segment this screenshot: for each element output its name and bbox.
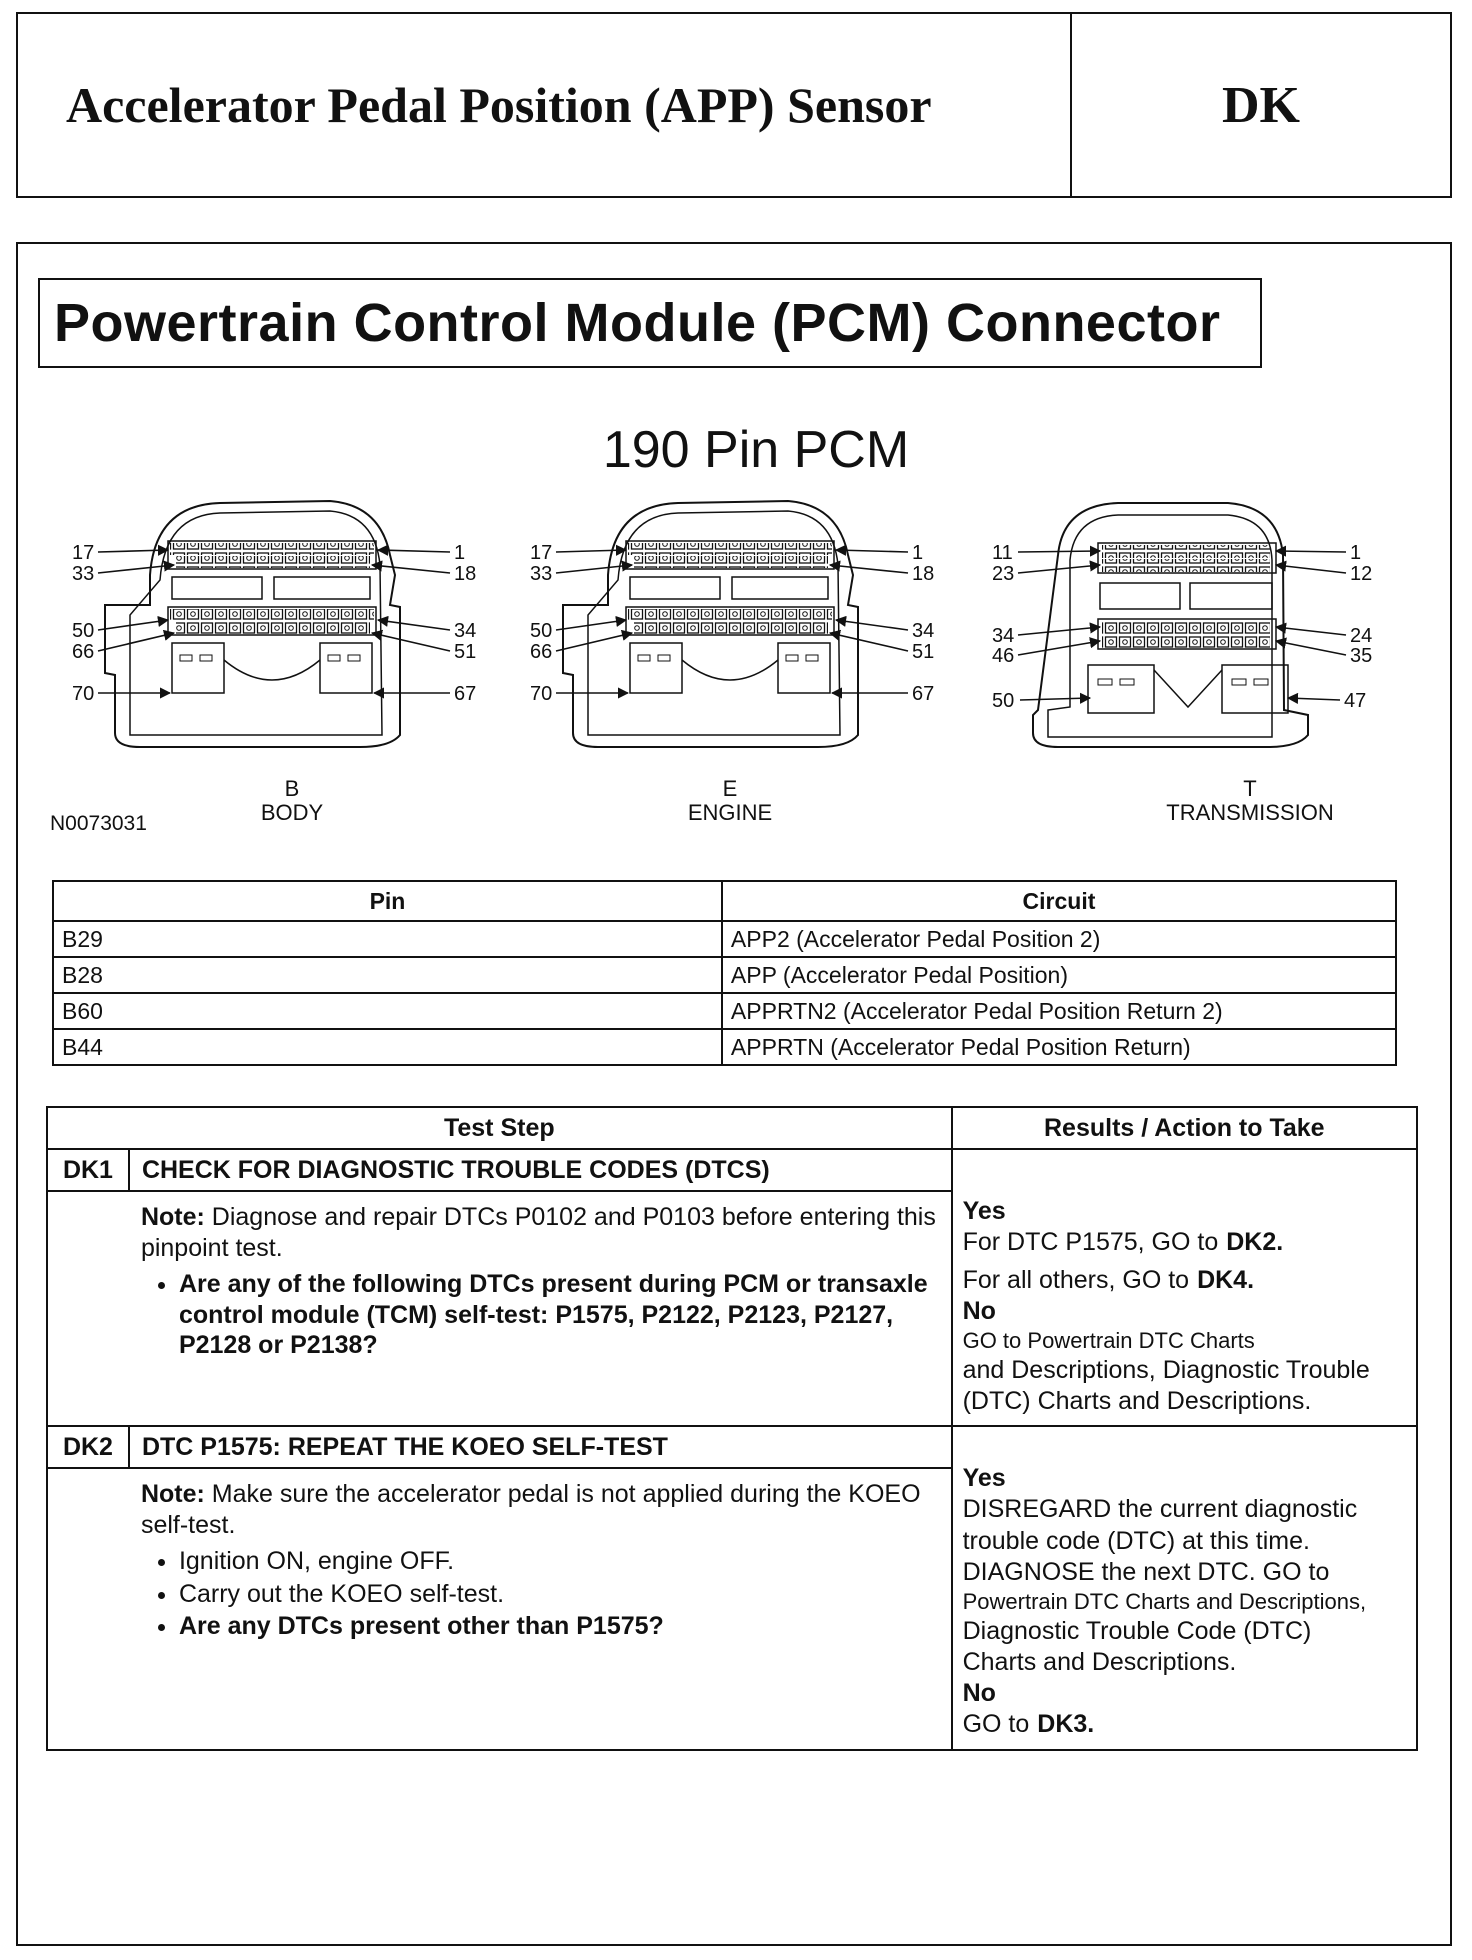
result-text: GO to [962, 1710, 1030, 1739]
column-header-pin: Pin [53, 881, 722, 921]
column-header-circuit: Circuit [722, 881, 1396, 921]
step-question: • Are any DTCs present other than P1575? [179, 1611, 937, 1642]
step-body [129, 1468, 952, 1750]
table-header-row [47, 1107, 1417, 1149]
table-row [53, 1029, 1396, 1065]
result-line: DIAGNOSE the next DTC. GO to [962, 1557, 1330, 1586]
pin-label: 47 [1344, 690, 1367, 712]
connector-letter: E [722, 776, 738, 801]
connector-name: TRANSMISSION [1166, 800, 1334, 825]
spacer-cell [47, 1191, 129, 1426]
pin-label: 17 [72, 542, 95, 564]
section-heading: Powertrain Control Module (PCM) Connector [38, 278, 1262, 368]
pin-label: 51 [454, 641, 477, 663]
circuit-cell: APP2 (Accelerator Pedal Position 2) [722, 921, 1396, 957]
pin-label: 50 [72, 620, 95, 642]
step-question: • Are any of the following DTCs present during PCM or transaxle control module (TCM) self-test: P1575, P2122, P2123, P2127, P2128 or P2138? [179, 1269, 937, 1361]
step-title: CHECK FOR DIAGNOSTIC TROUBLE CODES (DTCS) [129, 1149, 952, 1191]
pin-label: 1 [1350, 542, 1362, 564]
page-title: Accelerator Pedal Position (APP) Sensor [18, 14, 1072, 196]
pin-cell: B44 [53, 1029, 722, 1065]
connector-body [72, 501, 476, 825]
test-step-table [46, 1106, 1418, 1751]
connector-letter: T [1243, 776, 1257, 801]
test-step-title-row [47, 1149, 1417, 1191]
connector-engine [530, 501, 934, 825]
result-line: Powertrain DTC Charts and Descriptions, [962, 1589, 1367, 1614]
section-code: DK [1222, 76, 1300, 134]
figure-id: N0073031 [50, 812, 147, 835]
result-line: trouble code (DTC) at this time. [962, 1526, 1310, 1555]
circuit-cell: APPRTN2 (Accelerator Pedal Position Return 2) [722, 993, 1396, 1029]
pin-label: 33 [530, 563, 553, 585]
result-line: Diagnostic Trouble Code (DTC) [962, 1616, 1312, 1645]
connector-letter: B [284, 776, 300, 801]
test-step-title-row [47, 1426, 1417, 1468]
step-id: DK2 [47, 1426, 129, 1468]
note-text: Make sure the accelerator pedal is not applied during the KOEO self-test. [140, 1480, 921, 1539]
result-line: (DTC) Charts and Descriptions. [962, 1386, 1312, 1415]
pin-label: 12 [1350, 563, 1373, 585]
step-note [141, 1479, 937, 1540]
step-body [129, 1191, 952, 1426]
spacer-cell [47, 1468, 129, 1750]
pin-label: 51 [912, 641, 935, 663]
connector-name: ENGINE [687, 800, 773, 825]
result-line [963, 1227, 1406, 1258]
step-instruction: • Ignition ON, engine OFF. [179, 1546, 937, 1577]
connector-name: BODY [260, 800, 324, 825]
step-note [141, 1202, 937, 1263]
goto-link-dk4[interactable]: DK4. [1197, 1265, 1255, 1294]
pin-label: 1 [912, 542, 924, 564]
result-line: GO to Powertrain DTC Charts [962, 1328, 1255, 1353]
goto-link-dk2[interactable]: DK2. [1226, 1228, 1284, 1257]
step-instruction: • Carry out the KOEO self-test. [179, 1579, 937, 1610]
note-text: Diagnose and repair DTCs P0102 and P0103 before entering this pinpoint test. [140, 1203, 936, 1262]
note-label: Note: [140, 1203, 205, 1231]
step-bullets [141, 1546, 937, 1642]
pin-label: 46 [992, 645, 1015, 667]
pin-label: 11 [992, 542, 1013, 564]
pin-label: 50 [530, 620, 553, 642]
pin-label: 33 [72, 563, 95, 585]
result-line: Charts and Descriptions. [962, 1647, 1237, 1676]
result-line: and Descriptions, Diagnostic Trouble [962, 1355, 1370, 1384]
pin-label: 18 [912, 563, 935, 585]
result-line [963, 1709, 1406, 1740]
pin-label: 70 [530, 683, 553, 705]
pin-label: 34 [912, 620, 935, 642]
pin-label: 50 [992, 690, 1015, 712]
pin-cell: B60 [53, 993, 722, 1029]
pin-label: 67 [912, 683, 935, 705]
result-line: DISREGARD the current diagnostic [962, 1495, 1358, 1524]
step-id: DK1 [47, 1149, 129, 1191]
no-label: No [962, 1296, 996, 1325]
yes-label: Yes [962, 1197, 1006, 1225]
circuit-cell: APPRTN (Accelerator Pedal Position Return) [722, 1029, 1396, 1065]
no-label: No [962, 1679, 996, 1707]
pin-label: 1 [454, 542, 466, 564]
result-text: For all others, GO to [962, 1265, 1190, 1294]
pin-label: 35 [1350, 645, 1373, 667]
result-line [963, 1265, 1406, 1296]
pin-label: 66 [530, 641, 553, 663]
circuit-cell: APP (Accelerator Pedal Position) [722, 957, 1396, 993]
table-header-row [53, 881, 1396, 921]
connector-transmission [992, 503, 1372, 825]
note-label: Note: [140, 1480, 205, 1508]
pin-label: 23 [992, 563, 1015, 585]
result-text: For DTC P1575, GO to [962, 1228, 1219, 1257]
pin-label: 70 [72, 683, 95, 705]
step-title: DTC P1575: REPEAT THE KOEO SELF-TEST [129, 1426, 952, 1468]
pin-label: 18 [454, 563, 477, 585]
pin-label: 34 [454, 620, 477, 642]
pin-cell: B29 [53, 921, 722, 957]
pcm-title: 190 Pin PCM [602, 421, 910, 479]
yes-label: Yes [962, 1464, 1006, 1492]
table-row [53, 993, 1396, 1029]
pin-label: 67 [454, 683, 477, 705]
table-row [53, 921, 1396, 957]
step-results [952, 1149, 1417, 1426]
goto-link-dk3[interactable]: DK3. [1037, 1710, 1095, 1739]
column-header-test-step: Test Step [47, 1107, 952, 1149]
step-bullets [141, 1269, 937, 1361]
column-header-results: Results / Action to Take [952, 1107, 1417, 1149]
pin-cell: B28 [53, 957, 722, 993]
pin-label: 66 [72, 641, 95, 663]
header-box [16, 12, 1452, 198]
pin-label: 34 [992, 625, 1015, 647]
pin-label: 24 [1350, 625, 1373, 647]
pin-circuit-table [52, 880, 1397, 1066]
step-results [952, 1426, 1417, 1750]
pin-label: 17 [530, 542, 553, 564]
table-row [53, 957, 1396, 993]
